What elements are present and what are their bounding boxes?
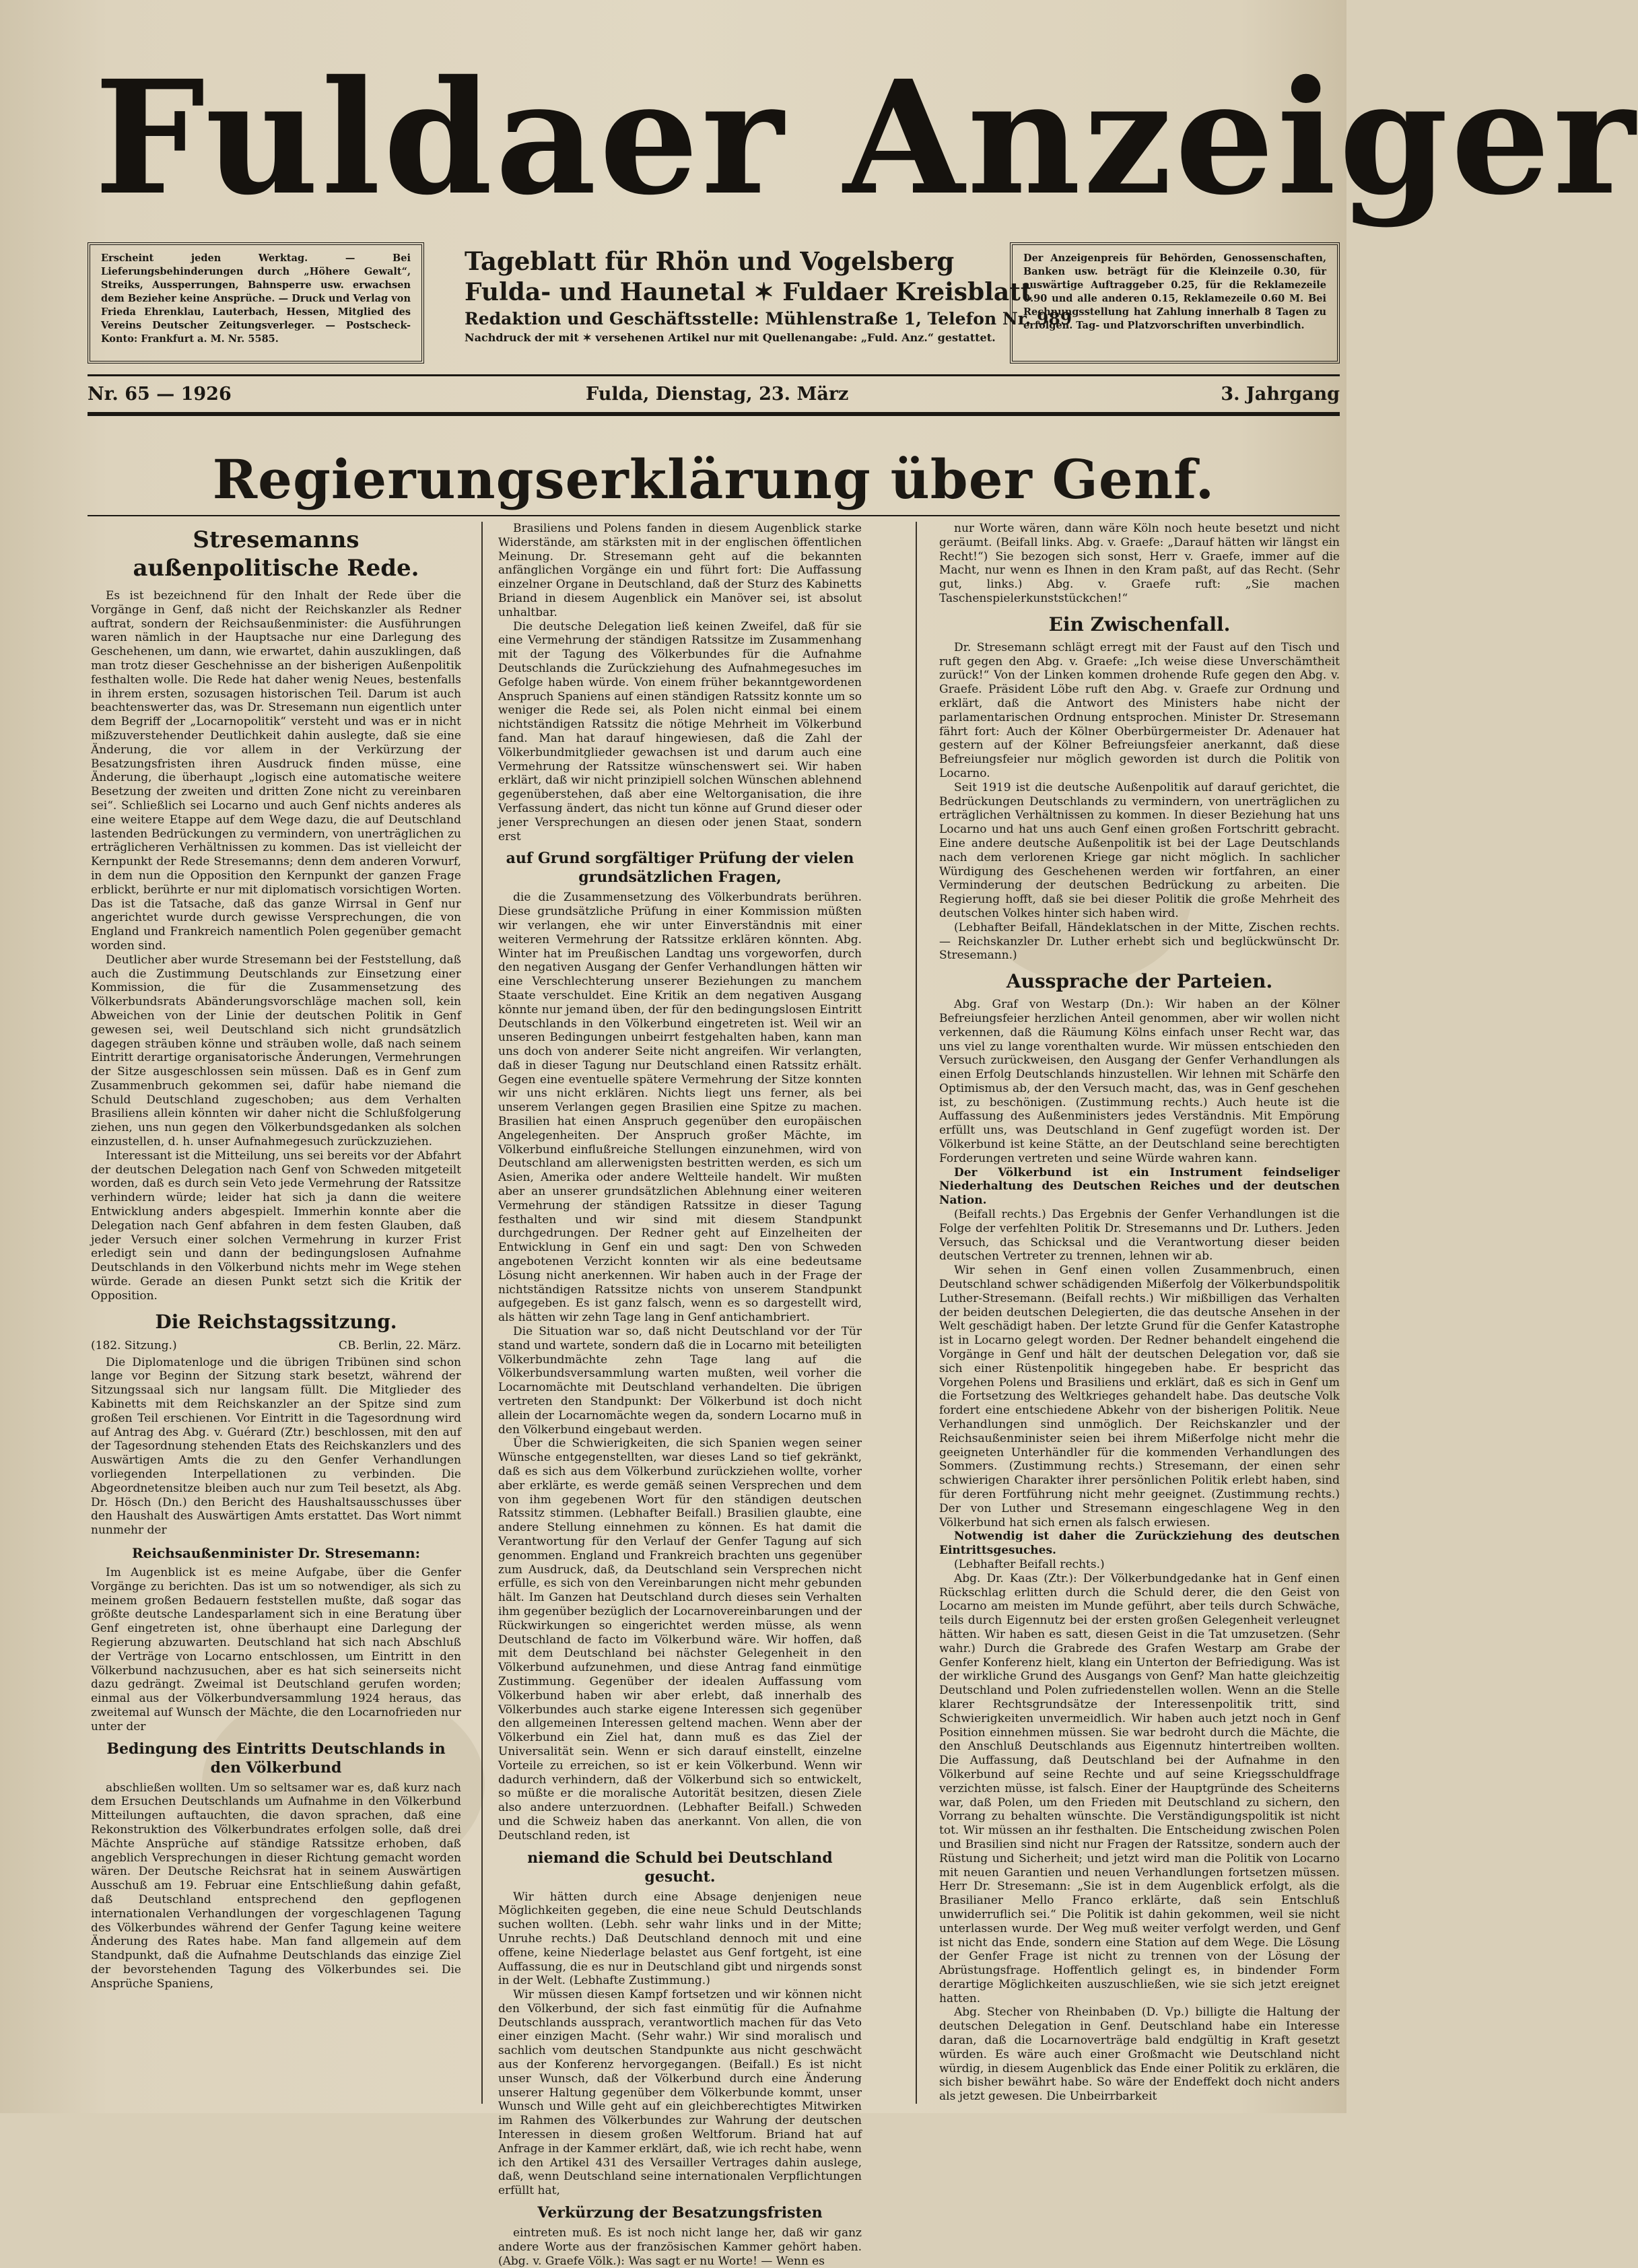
subtitle-line-2: Fulda- und Haunetal ✶ Fuldaer Kreisblatt: [465, 278, 1032, 306]
section-heading: Die Reichstagssitzung.: [155, 1310, 397, 1333]
subtitle-line-4: Nachdruck der mit ✶ versehenen Artikel nur mit Quellenangabe: „Fuld. Anz.“ gestattet.: [465, 331, 996, 344]
headline-rule: [88, 515, 1340, 516]
session-number: (182. Sitzung.): [91, 1338, 177, 1352]
article-paragraph: abschließen wollten. Um so seltsamer war es, daß kurz nach dem Ersuchen Deutschlands um Aufnahme in den Völkerbund Mitteilungen auftauchten, die davon sprachen, daß eine Rekonstruktion des Völkerbundrates erfolgen solle, daß drei Mächte Ansprüche auf ständige Ratssitze erhoben, daß angeblich Versprechungen in dieser Richtung gemacht worden wären. Der Deutsche Reichsrat hat in seinem Auswärtigen Ausschuß am 19. Februar eine Entschließung dahin gefaßt, daß Deutschland entsprechend den gepflogenen internationalen Verhandlungen der vorgeschlagenen Tagung des Völkerbundes während der Genfer Tagung keine weitere Änderung des Rates habe. Man fand allgemein auf dem Standpunkt, daß die Aufnahme Deutschlands das einzige Ziel der bevorstehenden Tagung des Völkerbundes sei. Die Ansprüche Spaniens,: [91, 1781, 461, 1991]
article-paragraph: Die Diplomatenloge und die übrigen Tribünen sind schon lange vor Beginn der Sitzung stark besetzt, während der Sitzungssaal sich nur langsam füllt. Die Mitglieder des Kabinetts mit dem Reichskanzler an der Spitze sind zum großen Teil erschienen. Vor Eintritt in die Tagesordnung wird auf Antrag des Abg. v. Guérard (Ztr.) beschlossen, mit den auf der Tagesordnung stehenden Etats des Reichskanzlers und des Auswärtigen Amts die zu den Genfer Verhandlungen vorliegenden Interpellationen zu verbinden. Die Abgeordnetensitze bleiben auch nur zum Teil besetzt, als Abg. Dr. Hösch (Dn.) den Bericht des Haushaltsausschusses über den Haushalt des Auswärtigen Amts erstattet. Das Wort nimmt nunmehr der: [91, 1355, 461, 1538]
masthead-subtitle: [465, 246, 1072, 345]
article-paragraph: Seit 1919 ist die deutsche Außenpolitik auf darauf gerichtet, die Bedrückungen Deutschlands zu vermindern, von unerträglichen zu erträglichen Verhältnissen zu kommen. In dieser Beziehung hat uns Locarno und hat uns auch Genf einen großen Fortschritt gebracht. Eine andere deutsche Außenpolitik ist bei der Lage Deutschlands nach dem verlorenen Kriege gar nicht möglich. In sachlicher Würdigung des Geschehenen werden wir fortfahren, an einer Verminderung der deutschen Bedrückung zu arbeiten. Die Regierung hofft, daß sie bei dieser Politik die große Mehrheit des deutschen Volkes hinter sich haben wird.: [939, 780, 1340, 920]
volume-year: 3. Jahrgang: [1221, 384, 1340, 405]
article-paragraph: Brasiliens und Polens fanden in diesem Augenblick starke Widerstände, am stärksten mit in der englischen öffentlichen Meinung. Dr. Stresemann geht auf die bekannten anfänglichen Vorgänge ein und führt fort: Die Auffassung einzelner Organe in Deutschland, daß der Sturz des Kabinetts Briand in diesem Augenblick ein Manöver sei, ist absolut unhaltbar.: [498, 522, 862, 619]
issue-date: Fulda, Dienstag, 23. März: [586, 384, 849, 405]
speaker-heading: Reichsaußenminister Dr. Stresemann:: [132, 1545, 420, 1561]
article-column-3: [939, 522, 1340, 2104]
article-paragraph: Im Augenblick ist es meine Aufgabe, über die Genfer Vorgänge zu berichten. Das ist um so notwendiger, als sich zu meinem großen Bedauern feststellen mußte, daß sogar das größte deutsche Landesparlament sich in eine Beratung über Genf eingetreten ist, ohne überhaupt eine Darlegung der Regierung abzuwarten. Deutschland hat sich nach Abschluß der Verträge von Locarno entschlossen, um Eintritt in den Völkerbund nachzusuchen, aber es hat sich seinerseits nicht dazu gedrängt. Zweimal ist Deutschland gerufen worden; einmal aus der Völkerbundversammlung 1924 heraus, das zweitemal auf Wunsch der Mächte, die den Locarnofrieden nur unter der: [91, 1566, 461, 1733]
session-meta: [91, 1338, 461, 1353]
article-paragraph: Über die Schwierigkeiten, die sich Spanien wegen seiner Wünsche entgegenstellten, war dieses Land so tief gekränkt, daß es sich aus dem Völkerbund zurückziehen wollte, vorher aber erklärte, es werde gemäß seinen Versprechen und dem von ihm gegebenen Wort für den ständigen deutschen Ratssitz stimmen. (Lebhafter Beifall.) Brasilien glaubte, eine andere Stellung einnehmen zu können. Es hat damit die Verantwortung für den Verlauf der Genfer Tagung auf sich genommen. England und Frankreich brachten uns gegenüber zum Ausdruck, daß, da Deutschland sein Versprechen nicht erfülle, es sich von den Vereinbarungen nicht mehr gebunden hält. Im Ganzen hat Deutschland durch dieses sein Verhalten ihm gegenüber bezüglich der Locarnovereinbarungen und der Rückwirkungen so eingerichtet werden müsse, als wenn Deutschland de facto im Völkerbund wäre. Wir hoffen, daß mit dem Deutschland bei nächster Gelegenheit in den Völkerbund aufzunehmen, und diese Antrag fand einmütige Zustimmung. Gegenüber der idealen Auffassung vom Völkerbund haben wir aber erlebt, daß innerhalb des Völkerbundes auch starke eigene Interessen sich gegenüber den allgemeinen Interessen geltend machen. Wenn aber der Völkerbund ein Ziel hat, dann muß es das Ziel der Universalität sein. Wenn er sich darauf einstellt, einzelne Vorteile zu erreichen, so ist er kein Völkerbund. Wenn wir dadurch verhindern, daß der Völkerbund sich so entwickelt, so müßte er die moralische Autorität besitzen, diesen Ziele also andere unterzuordnen. (Lebhafter Beifall.) Schweden und die Schweiz haben das anerkannt. Von allen, die von Deutschland reden, ist: [498, 1437, 862, 1843]
dateline: [88, 380, 1340, 409]
column-rule: [916, 522, 917, 2104]
session-place: CB. Berlin, 22. März.: [338, 1338, 461, 1352]
article-paragraph: Dr. Stresemann schlägt erregt mit der Faust auf den Tisch und ruft gegen den Abg. v. Graefe: „Ich weise diese Unverschämtheit zurück!“ Von der Linken kommen drohende Rufe gegen den Abg. v. Graefe. Präsident Löbe ruft den Abg. v. Graefe zur Ordnung und erklärt, daß die Antwort des Ministers habe nicht der parlamentarischen Ordnung entsprochen. Minister Dr. Stresemann fährt fort: Auch der Kölner Oberbürgermeister Dr. Adenauer hat gestern auf der Kölner Befreiungsfeier anerkannt, daß diese Befreiungsfeier nur möglich geworden ist durch die Politik von Locarno.: [939, 640, 1340, 780]
article-paragraph: (Lebhafter Beifall rechts.): [954, 1557, 1105, 1571]
article-paragraph: Wir hätten durch eine Absage denjenigen neue Möglichkeiten gegeben, die eine neue Schuld Deutschlands suchen wollten. (Lebh. sehr wahr links und in der Mitte; Unruhe rechts.) Daß Deutschland dennoch mit und eine offene, keine Niederlage belastet aus Genf fortgeht, ist eine Auffassung, die es nur in Deutschland gibt und nirgends sonst in der Welt. (Lebhafte Zustimmung.): [498, 1890, 862, 1988]
article-paragraph: eintreten muß. Es ist noch nicht lange her, daß wir ganz andere Worte aus der französischen Kammer gehört haben. (Abg. v. Graefe Völk.): Was sagt er nu Worte! — Wenn es: [498, 2226, 862, 2268]
article-paragraph: Wir müssen diesen Kampf fortsetzen und wir können nicht den Völkerbund, der sich fast einmütig für die Aufnahme Deutschlands aussprach, verantwortlich machen für das Veto einer einzigen Macht. (Sehr wahr.) Wir sind moralisch und sachlich vom deutschen Standpunkte aus nicht geschwächt aus der Konferenz hervorgegangen. (Beifall.) Es ist nicht unser Wunsch, daß der Völkerbund durch eine Änderung unserer Haltung gegenüber dem Völkerbunde kommt, unser Wunsch und Wille geht auf ein gleichberechtigtes Mitwirken im Rahmen des Völkerbundes zur Wahrung der deutschen Interessen in diesem großen Weltforum. Briand hat auf Anfrage in der Kammer erklärt, daß, wie ich recht habe, wenn ich den Artikel 431 des Versailler Vertrages dahin auslege, daß, wenn Deutschland seine internationalen Verpflichtungen erfüllt hat,: [498, 1988, 862, 2198]
article-paragraph-bold: Der Völkerbund ist ein Instrument feindseliger Niederhaltung des Deutschen Reiches und der deutschen Nation.: [939, 1165, 1340, 1208]
article-paragraph: Abg. Dr. Kaas (Ztr.): Der Völkerbundgedanke hat in Genf einen Rückschlag erlitten durch die Schuld derer, die den Geist von Locarno am meisten im Munde geführt, aber teils durch Schwäche, teils durch Eigennutz bei der ersten großen Gelegenheit verleugnet hätten. Wir haben es satt, diesen Geist in die Tat umzusetzen. (Sehr wahr.) Durch die Grabrede des Grafen Westarp am Grabe der Genfer Konferenz hielt, klang ein Unterton der Befriedigung. Was ist der wirkliche Grund des Ausgangs von Genf? Man hatte gleichzeitig Deutschland und Polen zufriedenstellen wollen. Wenn an die Stelle klarer Rechtsgrundsätze der Interessenpolitik tritt, sind Schwierigkeiten unvermeidlich. Wir haben auch jetzt noch in Genf Position einnehmen müssen. Sie war bedroht durch die Mächte, die den Anschluß Deutschlands aus Eigennutz hintertreiben wollten. Die Auffassung, daß Deutschland bei der Aufnahme in den Völkerbund auf seine Rechte und auf seine Kriegsschuldfrage verzichten müsse, ist falsch. Einer der Hauptgründe des Scheiterns war, daß Polen, um den Frieden mit Deutschland zu sichern, den Vorrang zu behalten wünschte. Die Verständigungspolitik ist nicht tot. Wir müssen an ihr festhalten. Die Entscheidung zwischen Polen und Brasilien sind nicht nur Fragen der Ratssitze, sondern auch der Rüstung und Sicherheit; und jetzt wird man die Politik von Locarno mit neuen Garantien und neuen Verhandlungen fortsetzen müssen. Herr Dr. Stresemann: „Sie ist in dem Augenblick erfolgt, als die Brasilianer Mello Franco erklärte, daß sein Entschluß unwiderruflich sei.“ Die Politik ist dahin gekommen, weil sie nicht unterlassen wurde. Der Weg muß weiter verfolgt werden, und Genf ist nicht das Ende, sondern eine Station auf dem Wege. Die Lösung der Genfer Frage ist nicht zu trennen von der Lösung der Abrüstungsfrage. Hoffentlich gelingt es, in bindender Form derartige Möglichkeiten auszuschließen, wie sie sich jetzt ereignet hatten.: [939, 1571, 1340, 2005]
sub-heading: Bedingung des Eintritts Deutschlands in den Völkerbund: [106, 1740, 446, 1777]
issue-number: Nr. 65 — 1926: [88, 384, 232, 405]
article-paragraph: Abg. Graf von Westarp (Dn.): Wir haben an der Kölner Befreiungsfeier herzlichen Anteil genommen, aber wir wollen nicht verkennen, daß die Räumung Kölns einfach unser Recht war, das uns viel zu lange vorenthalten wurde. Wir müssen entschieden den Versuch zurückweisen, den Ausgang der Genfer Verhandlungen als einen Erfolg Deutschlands hinzustellen. Wir lehnen mit Schärfe den Optimismus ab, der den Versuch macht, das, was in Genf geschehen ist, zu beschönigen. (Zustimmung rechts.) Auch heute ist die Auffassung des Außenministers jedes Verständnis. Mit Empörung erfüllt uns, was Deutschland in Genf zugefügt worden ist. Der Völkerbund ist keine Stätte, an der Deutschland seine berechtigten Forderungen vertreten und seine Würde wahren kann.: [939, 998, 1340, 1165]
article-paragraph: Die Situation war so, daß nicht Deutschland vor der Tür stand und wartete, sondern daß die in Locarno mit beteiligten Völkerbundmächte zehn Tage lang auf die Völkerbundsversammlung warten mußten, weil vorher die Locarnomächte mit Deutschland verhandelten. Die übrigen vertreten den Standpunkt: Der Völkerbund ist doch nicht allein der Locarnomächte wegen da, sondern Locarno muß in den Völkerbund eingebaut werden.: [498, 1325, 862, 1437]
sub-heading: Verkürzung der Besatzungsfristen: [537, 2204, 823, 2222]
article-paragraph: Die deutsche Delegation ließ keinen Zweifel, daß für sie eine Vermehrung der ständigen Ratssitze im Zusammenhang mit der Tagung des Völkerbundes für die Aufnahme Deutschlands die Zurückziehung des Aufnahmegesuches im Gefolge haben würde. Von einem früher bekanntgewordenen Anspruch Spaniens auf einen ständigen Ratssitz konnte um so weniger die Rede sei, als Polen nicht einmal bei einem nichtständigen Ratssitz die nötige Mehrheit im Völkerbund fand. Man hat darauf hingewiesen, daß die Zahl der Völkerbundmitglieder gewachsen ist und darum auch eine Vermehrung der Ratssitze wünschenswert sei. Wir haben erklärt, daß wir nicht prinzipiell solchen Wünschen ablehnend gegenüberstehen, daß aber eine Weltorganisation, die ihre Verfassung ändert, das nicht tun könne auf Grund dieser oder jener Versprechungen an diesen oder jenen Staat, sondern erst: [498, 619, 862, 844]
article-paragraph: die die Zusammensetzung des Völkerbundrats berühren. Diese grundsätzliche Prüfung in einer Kommission müßten wir verlangen, ehe wir unter Einverständnis mit einer weiteren Vermehrung der Ratssitze erklären könnten. Abg. Winter hat im Preußischen Landtag uns vorgeworfen, durch den negativen Ausgang der Genfer Verhandlungen hätten wir eine Verschlechterung unserer Beziehungen zu manchem Staate verschuldet. Eine Kritik an dem negativen Ausgang könnte nur jemand üben, der für den bedingungslosen Eintritt Deutschlands in den Völkerbund eingetreten ist. Weil wir an unseren Bedingungen unbeirrt festgehalten haben, kann man uns doch von anderer Seite nicht angreifen. Wir verlangten, daß in dieser Tagung nur Deutschland einen Ratssitz erhält. Gegen eine eventuelle spätere Vermehrung der Sitze konnten wir uns nicht erklären. Nichts liegt uns ferner, als bei unserem Verlangen gegen Brasilien eine Spitze zu machen. Brasilien hat einen Anspruch gegenüber den europäischen Angelegenheiten. Der Anspruch großer Mächte, im Völkerbund einflußreiche Stellungen einzunehmen, wird von Deutschland am allerwenigsten bestritten werden, es sich um Asien, Amerika oder andere Weltteile handelt. Wir mußten aber an unserer grundsätzlichen Ablehnung einer weiteren Vermehrung der ständigen Ratssitze in dieser Tagung festhalten und wir sind mit diesem Standpunkt durchgedrungen. Der Redner geht auf Einzelheiten der Entwicklung in Genf ein und sagt: Den von Schweden angebotenen Verzicht konnten wir als eine bedeutsame Lösung nicht anerkennen. Wir haben auch in der Frage der nichtständigen Ratssitze nichts von unserem Standpunkt aufgegeben. Es ist ganz falsch, wenn es so dargestellt wird, als hätten wir zehn Tage lang in Genf antichambriert.: [498, 891, 862, 1325]
subtitle-line-3: Redaktion und Geschäftsstelle: Mühlenstraße 1, Telefon Nr. 989: [465, 309, 1072, 329]
article-paragraph: Deutlicher aber wurde Stresemann bei der Feststellung, daß auch die Zustimmung Deutschlands zur Einsetzung einer Kommission, die für die Zusammensetzung des Völkerbundsrats Abänderungsvorschläge machen soll, kein Abweichen von der Linie der deutschen Politik in Genf gewesen sei, weil Deutschland sich nicht grundsätzlich dagegen sträuben könne und sträuben wolle, daß nach seinem Eintritt derartige organisatorische Änderungen, Vermehrungen der Sitze ausgeschlossen sein müssen. Daß es in Genf zum Zusammenbruch gekommen sei, dafür habe niemand die Schuld Deutschland zugeschoben; aus dem Verhalten Brasiliens allein könnten wir daher nicht die Schlußfolgerung ziehen, uns nun gegen den Völkerbundsgedanken als solchen einzustellen, d. h. unser Aufnahmegesuch zurückzuziehen.: [91, 953, 461, 1149]
article-paragraph: (Lebhafter Beifall, Händeklatschen in der Mitte, Zischen rechts. — Reichskanzler Dr. Luther erhebt sich und beglückwünscht Dr. Stresemann.): [939, 920, 1340, 963]
article-paragraph-bold: Notwendig ist daher die Zurückziehung des deutschen Eintrittsgesuches.: [939, 1530, 1340, 1558]
section-heading: Ein Zwischenfall.: [1048, 613, 1231, 635]
article-paragraph: Interessant ist die Mitteilung, uns sei bereits vor der Abfahrt der deutschen Delegation nach Genf von Schweden mitgeteilt worden, daß es durch sein Veto jede Vermehrung der Ratssitze verhindern würde; leider hat sich ja dann die weitere Entwicklung anders abgespielt. Immerhin konnte aber die Delegation nach Genf abfahren in dem festen Glauben, daß jeder Versuch einer solchen Vermehrung in kurzer Frist erledigt sein und dann der bedingungslosen Aufnahme Deutschlands in den Völkerbund nichts mehr im Wege stehen würde. Gerade an diesen Punkt setzt sich die Kritik der Opposition.: [91, 1148, 461, 1303]
article-paragraph: (Beifall rechts.) Das Ergebnis der Genfer Verhandlungen ist die Folge der verfehlten Politik Dr. Stresemanns und Dr. Luthers. Jeden Versuch, das Schicksal und die Verantwortung dieser beiden deutschen Vertreter zu trennen, lehnen wir ab.: [939, 1208, 1340, 1264]
section-heading: Aussprache der Parteien.: [1006, 970, 1273, 993]
masthead-title: Fuldaer Anzeiger: [94, 46, 1638, 230]
article-column-2: [498, 522, 862, 2268]
article-paragraph: Es ist bezeichnend für den Inhalt der Rede über die Vorgänge in Genf, daß nicht der Reichskanzler als Redner auftrat, sondern der Reichsaußenminister: die Ausführungen waren nämlich in der Hauptsache nur eine Darlegung des Geschehenen, um dann, wie erwartet, dahin auszuklingen, daß man trotz dieser Geschehnisse an der bisherigen Außenpolitik festhalten wolle. Die Rede hat daher wenig Neues, bestenfalls in ihrem ersten, sozusagen historischen Teil. Darum ist auch beachtenswerter das, was Dr. Stresemann nun eigentlich unter dem Begriff der „Locarnopolitik“ versteht und was er in nicht mißzuverstehender Deutlichkeit dahin auslegte, daß sie eine Änderung, die vor allem in der Verkürzung der Besatzungsfristen ihren Ausdruck finden müsse, eine Änderung, die überhaupt „logisch eine automatische weitere Besetzung der zweiten und dritten Zone nicht zu vereinbaren sei“. Schließlich sei Locarno und auch Genf nichts anderes als eine weitere Etappe auf dem Wege dazu, die auf Deutschland lastenden Bedrückungen zu vermindern, von unerträglichen zu erträglicheren Verhältnissen zu kommen. Das ist vielleicht der Kernpunkt der Rede Stresemanns; denn dem anderen Vorwurf, in dem nun die Opposition den Kernpunkt der ganzen Frage erblickt, berührte er nur mit diplomatisch vorsichtigen Worten. Das ist die Tatsache, daß das ganze Wirrsal in Genf nur angerichtet wurde durch gewisse Versprechungen, die von England und Frankreich namentlich Polen gegenüber gemacht worden sind.: [91, 589, 461, 953]
main-headline: Regierungserklärung über Genf.: [212, 448, 1215, 511]
sub-heading: niemand die Schuld bei Deutschland gesucht.: [527, 1849, 833, 1886]
publication-info-box: Erscheint jeden Werktag. — Bei Lieferungsbehinderungen durch „Höhere Gewalt“, Streiks, Aussperrungen, Bahnsperre usw. erwachsen dem Bezieher keine Ansprüche. — Druck und Verlag von Frieda Ehrenklau, Lauterbach, Hessen, Mitglied des Vereins Deutscher Zeitungsverleger. — Postscheck-Konto: Frankfurt a. M. Nr. 5585.: [88, 242, 424, 364]
article-column-1: [91, 522, 461, 2104]
sub-heading: auf Grund sorgfältiger Prüfung der vielen grundsätzlichen Fragen,: [506, 850, 854, 887]
article-paragraph: Abg. Stecher von Rheinbaben (D. Vp.) billigte die Haltung der deutschen Delegation in Genf. Deutschland habe ein Interesse daran, daß die Locarnoverträge bald endgültig in Kraft gesetzt würden. Es wäre auch einer Großmacht wie Deutschland nicht würdig, in diesem Augenblick das Ende einer Politik zu erklären, die sich bisher bewährt habe. So wäre der Endeffekt doch nicht anders als jetzt gewesen. Die Unbeirrbarkeit: [939, 2005, 1340, 2104]
article-paragraph: Wir sehen in Genf einen vollen Zusammenbruch, einen Deutschland schwer schädigenden Mißerfolg der Völkerbundspolitik Luther-Stresemann. (Beifall rechts.) Wir mißbilligen das Verhalten der beiden deutschen Delegierten, die das deutsche Ansehen in der Welt geschädigt haben. Der letzte Grund für die Genfer Katastrophe ist in Locarno gelegt worden. Der Redner behandelt eingehend die Vorgänge in Genf und hält der deutschen Delegation vor, daß sie sich einer Rüstenpolitik hingegeben habe. Er bespricht das Vorgehen Polens und Brasiliens und erklärt, daß es sich in Genf um die Fortsetzung des Weltkrieges gehandelt habe. Das deutsche Volk fordert eine entschiedene Abkehr von der bisherigen Politik. Neue Verhandlungen sind unmöglich. Der Reichskanzler und der Reichsaußenminister seien bei ihrem Mißerfolge nicht mehr die geeigneten Unterhändler für die kommenden Verhandlungen des Sommers. (Zustimmung rechts.) Stresemann, der einen sehr schwierigen Charakter ihrer persönlichen Politik erlebt haben, sind für deren Fortführung nicht mehr geeignet. (Zustimmung rechts.) Der von Luther und Stresemann eingeschlagene Weg in den Völkerbund hat sich ernen als falsch erwiesen.: [939, 1264, 1340, 1530]
article-heading: Stresemanns außenpolitische Rede.: [133, 526, 419, 582]
article-paragraph: nur Worte wären, dann wäre Köln noch heute besetzt und nicht geräumt. (Beifall links. Abg. v. Graefe: „Darauf hätten wir längst ein Recht!“) Sie bezogen sich sonst, Herr v. Graefe, immer auf die Macht, nur wenn es Ihnen in den Kram paßt, auf das Recht. (Sehr gut, links.) Abg. v. Graefe ruft: „Sie machen Taschenspielerkunststückchen!“: [939, 522, 1340, 605]
dateline-rule-top: [88, 374, 1340, 376]
subtitle-line-1: Tageblatt für Rhön und Vogelsberg: [465, 246, 955, 276]
column-rule: [481, 522, 483, 2104]
advertising-rates-box: Der Anzeigenpreis für Behörden, Genossenschaften, Banken usw. beträgt für die Kleinzeile 0.30, für auswärtige Auftraggeber 0.25, für die Reklamezeile 0.90 und alle anderen 0.15, Reklamezeile 0.60 M. Bei Rechnungsstellung hat Zahlung innerhalb 8 Tagen zu erfolgen. Tag- und Platzvorschriften unverbindlich.: [1010, 242, 1340, 364]
dateline-rule-bottom: [88, 412, 1340, 416]
